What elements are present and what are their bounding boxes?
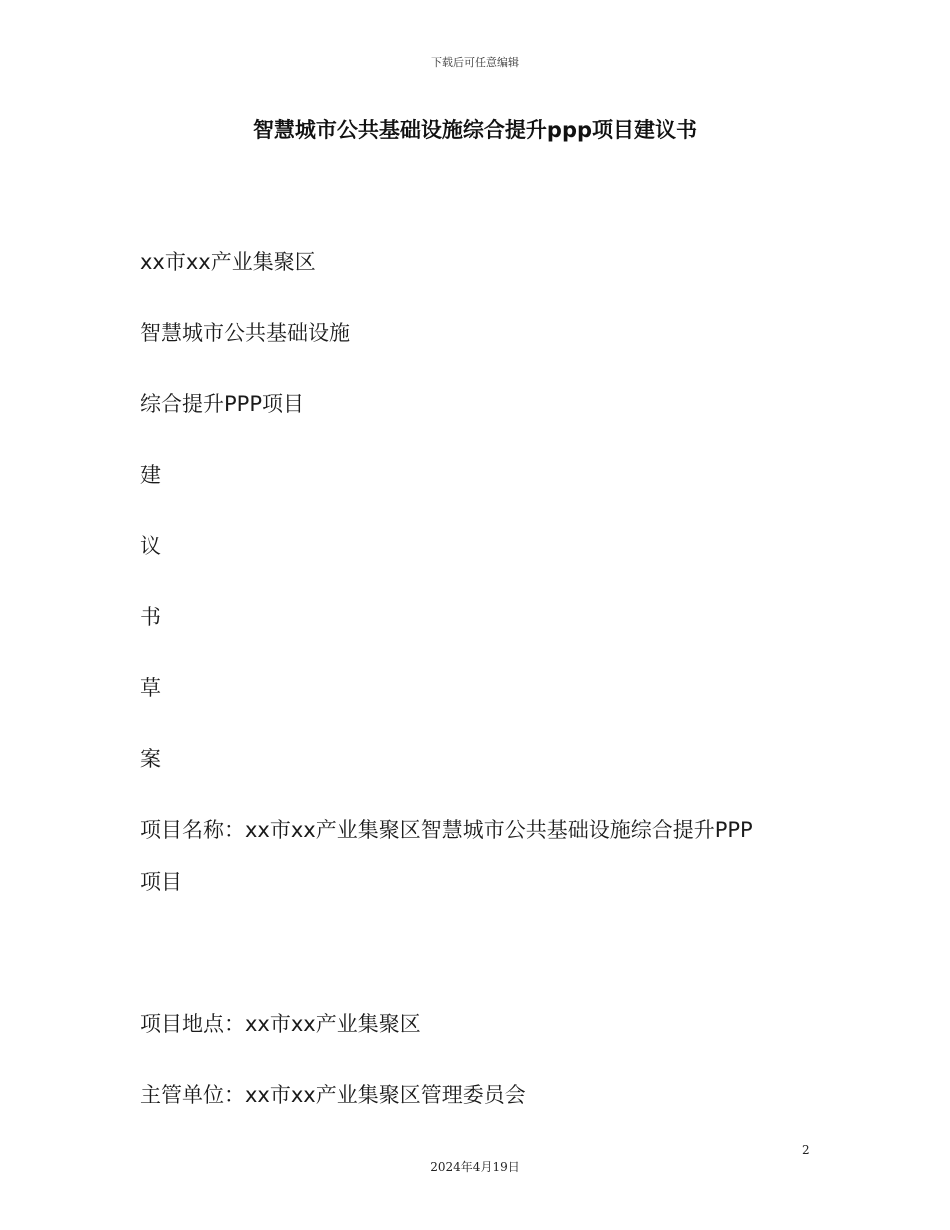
cover-char-5: 案 — [140, 747, 161, 771]
cover-char-3: 书 — [140, 605, 161, 629]
cover-line-project-type: 综合提升PPP项目 — [140, 392, 304, 416]
project-name-line-2: 项目 — [140, 870, 182, 894]
cover-char-2: 议 — [140, 534, 161, 558]
cover-char-4: 草 — [140, 676, 161, 700]
footer-date: 2024年4月19日 — [430, 1160, 520, 1174]
cover-line-project-subject: 智慧城市公共基础设施 — [140, 321, 350, 345]
header-note: 下载后可任意编辑 — [431, 56, 519, 69]
cover-line-region: xx市xx产业集聚区 — [140, 250, 316, 274]
page-number: 2 — [802, 1143, 810, 1157]
cover-char-1: 建 — [140, 463, 161, 487]
document-title: 智慧城市公共基础设施综合提升ppp项目建议书 — [252, 118, 698, 142]
project-location: 项目地点：xx市xx产业集聚区 — [140, 1012, 421, 1036]
project-name-line-1: 项目名称：xx市xx产业集聚区智慧城市公共基础设施综合提升PPP — [140, 818, 753, 842]
supervising-unit: 主管单位：xx市xx产业集聚区管理委员会 — [140, 1083, 526, 1107]
